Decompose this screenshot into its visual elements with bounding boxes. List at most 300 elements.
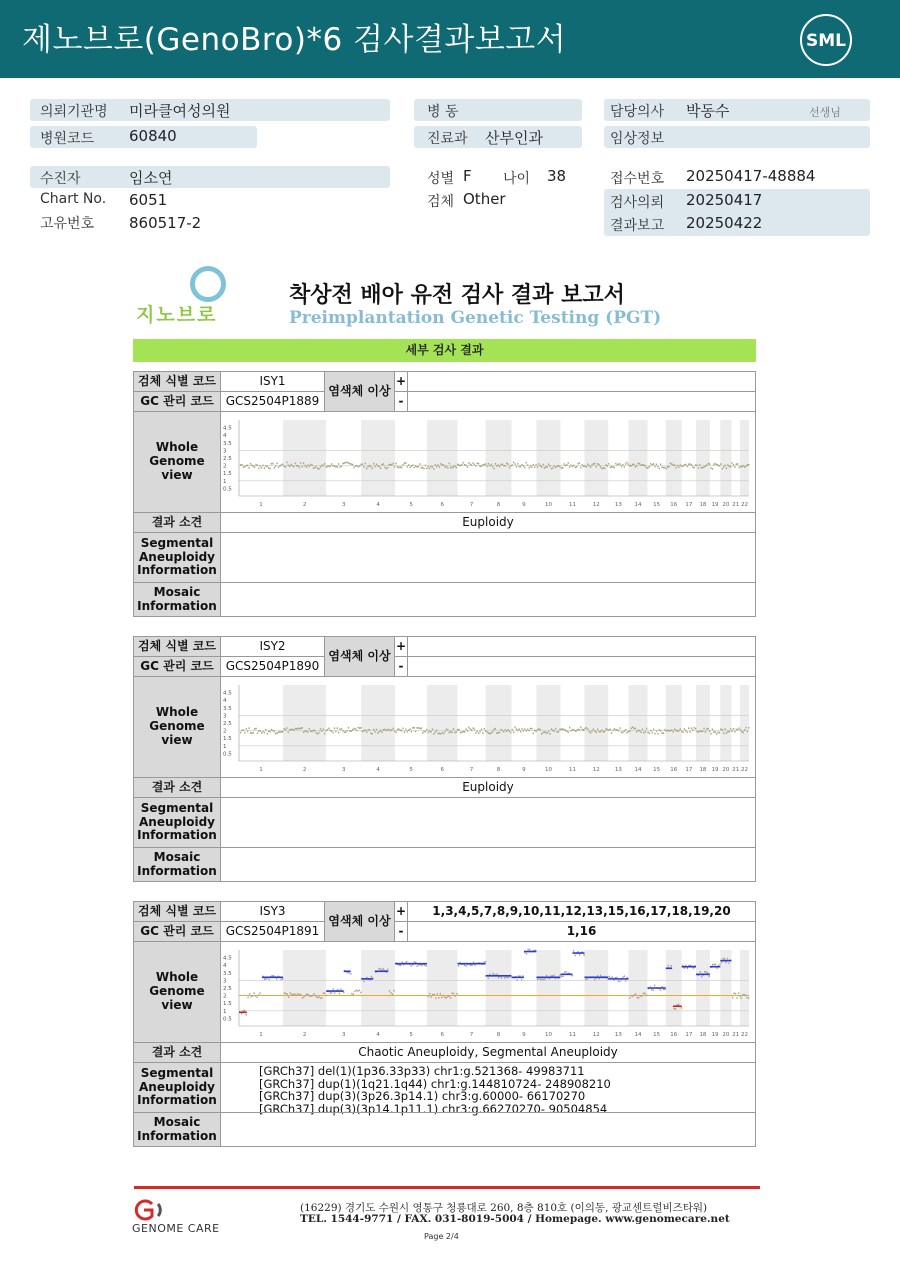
data-point — [509, 730, 510, 732]
department-value: 산부인과 — [485, 129, 543, 147]
data-point — [435, 731, 436, 733]
data-point — [675, 1008, 676, 1010]
data-point — [735, 993, 736, 995]
data-point — [317, 997, 318, 999]
data-point — [244, 466, 245, 468]
data-point — [271, 463, 272, 465]
data-point — [424, 964, 425, 966]
sample-result-2 — [133, 636, 756, 882]
data-point — [276, 462, 277, 464]
data-point — [561, 976, 562, 978]
data-point — [640, 464, 641, 466]
data-point — [500, 729, 501, 731]
data-point — [305, 995, 306, 997]
data-point — [428, 466, 429, 468]
data-point — [302, 727, 303, 729]
gain-chromosomes: 1,3,4,5,7,8,9,10,11,12,13,15,16,17,18,19,20 — [407, 901, 756, 922]
data-point — [740, 465, 741, 467]
chromosome-band — [361, 420, 395, 496]
data-point — [414, 467, 415, 469]
data-point — [297, 993, 298, 995]
data-point — [636, 731, 637, 733]
data-point — [608, 729, 609, 731]
data-point — [441, 997, 442, 999]
data-point — [722, 729, 723, 731]
data-point — [394, 466, 395, 468]
data-point — [708, 463, 709, 465]
data-point — [674, 465, 675, 467]
data-point — [304, 730, 305, 732]
x-tick-label: 5 — [409, 1032, 413, 1038]
data-point — [335, 731, 336, 733]
chart-label: Chart No. — [40, 191, 107, 207]
data-point — [594, 463, 595, 465]
data-point — [671, 729, 672, 731]
loss-sign: - — [394, 391, 408, 412]
data-point — [430, 731, 431, 733]
data-point — [671, 463, 672, 465]
data-point — [579, 729, 580, 731]
data-point — [702, 730, 703, 732]
data-point — [474, 964, 475, 966]
data-point — [401, 467, 402, 469]
data-point — [706, 464, 707, 466]
segmental-label: Segmental Aneuploidy Information — [133, 1062, 221, 1113]
data-point — [280, 979, 281, 981]
data-point — [632, 464, 633, 466]
data-point — [311, 464, 312, 466]
x-tick-label: 16 — [670, 502, 678, 508]
data-point — [323, 465, 324, 467]
data-point — [451, 731, 452, 733]
x-tick-label: 22 — [740, 502, 748, 508]
data-point — [509, 467, 510, 469]
x-tick-label: 13 — [614, 502, 622, 508]
data-point — [255, 728, 256, 730]
chromosome-abnormal-label: 염색체 이상 — [324, 901, 395, 942]
x-tick-label: 9 — [522, 1032, 526, 1038]
data-point — [584, 465, 585, 467]
data-point — [526, 953, 527, 955]
chromosome-band — [666, 950, 682, 1026]
data-point — [553, 975, 554, 977]
x-tick-label: 7 — [469, 1032, 474, 1038]
data-point — [374, 466, 375, 468]
data-point — [359, 990, 360, 992]
data-point — [618, 730, 619, 732]
gain-chromosomes — [407, 636, 756, 657]
data-point — [351, 463, 352, 465]
whole-genome-label: Whole Genome view — [133, 676, 221, 778]
chromosome-band — [666, 420, 682, 496]
data-point — [586, 466, 587, 468]
data-point — [516, 979, 517, 981]
data-point — [568, 731, 569, 733]
data-point — [723, 732, 724, 734]
data-point — [275, 465, 276, 467]
data-point — [498, 732, 499, 734]
data-point — [357, 990, 358, 992]
data-point — [482, 732, 483, 734]
data-point — [654, 985, 655, 987]
whole-genome-label: Whole Genome view — [133, 411, 221, 513]
data-point — [458, 965, 459, 967]
data-point — [325, 466, 326, 468]
x-tick-label: 11 — [568, 767, 576, 773]
data-point — [598, 464, 599, 466]
data-point — [531, 728, 532, 730]
data-point — [367, 466, 368, 468]
data-point — [678, 730, 679, 732]
data-point — [489, 465, 490, 467]
data-point — [744, 466, 745, 468]
data-point — [437, 993, 438, 995]
data-point — [320, 466, 321, 468]
sample-id-label: 검체 식별 코드 — [133, 901, 221, 922]
data-point — [517, 730, 518, 732]
data-point — [542, 732, 543, 734]
data-point — [548, 463, 549, 465]
data-point — [632, 726, 633, 728]
data-point — [488, 977, 489, 979]
data-point — [667, 730, 668, 732]
data-point — [352, 464, 353, 466]
y-tick-label: 2 — [223, 993, 227, 1000]
data-point — [527, 949, 528, 951]
data-point — [504, 977, 505, 979]
data-point — [278, 731, 279, 733]
y-tick-label: 3.5 — [223, 970, 232, 977]
data-point — [377, 465, 378, 467]
data-point — [262, 731, 263, 733]
gc-code-value: GCS2504P1891 — [220, 921, 325, 942]
data-point — [349, 463, 350, 465]
data-point — [654, 466, 655, 468]
data-point — [745, 727, 746, 729]
hospital-code-value: 60840 — [129, 127, 177, 145]
data-point — [660, 989, 661, 991]
data-point — [411, 465, 412, 467]
data-point — [355, 465, 356, 467]
data-point — [390, 464, 391, 466]
data-point — [706, 728, 707, 730]
data-point — [426, 468, 427, 470]
data-point — [562, 467, 563, 469]
data-point — [637, 997, 638, 999]
data-point — [744, 729, 745, 731]
data-point — [640, 995, 641, 997]
data-point — [381, 969, 382, 971]
data-point — [356, 730, 357, 732]
data-point — [429, 730, 430, 732]
data-point — [681, 731, 682, 733]
data-point — [535, 730, 536, 732]
data-point — [450, 731, 451, 733]
chromosome-band — [720, 685, 731, 761]
chromosome-band — [696, 685, 710, 761]
chromosome-abnormal-label: 염색체 이상 — [324, 371, 395, 412]
chromosome-band — [666, 685, 682, 761]
data-point — [745, 995, 746, 997]
data-point — [284, 992, 285, 994]
data-point — [517, 463, 518, 465]
whole-genome-plot — [220, 941, 756, 1043]
data-point — [628, 731, 629, 733]
data-point — [299, 467, 300, 469]
data-point — [654, 733, 655, 735]
data-point — [380, 730, 381, 732]
data-point — [639, 730, 640, 732]
y-tick-label: 0.5 — [223, 486, 232, 493]
patient-row — [30, 166, 390, 188]
data-point — [300, 462, 301, 464]
data-point — [493, 729, 494, 731]
genobro-logo-icon — [134, 264, 244, 326]
data-point — [253, 732, 254, 734]
data-point — [258, 994, 259, 996]
data-point — [719, 465, 720, 467]
data-point — [685, 464, 686, 466]
data-point — [318, 732, 319, 734]
data-point — [733, 464, 734, 466]
data-point — [558, 731, 559, 733]
footer-contact: TEL. 1544-9771 / FAX. 031-8019-5004 / Homepage. www.genomecare.net — [300, 1213, 730, 1225]
data-point — [454, 732, 455, 734]
data-point — [456, 731, 457, 733]
data-point — [717, 732, 718, 734]
data-point — [542, 464, 543, 466]
data-point — [643, 993, 644, 995]
chromosome-band — [629, 950, 648, 1026]
data-point — [562, 728, 563, 730]
x-tick-label: 9 — [522, 767, 526, 773]
data-point — [605, 464, 606, 466]
data-point — [538, 463, 539, 465]
data-point — [455, 995, 456, 997]
data-point — [386, 730, 387, 732]
data-point — [254, 466, 255, 468]
chromosome-band — [486, 950, 512, 1026]
data-point — [636, 465, 637, 467]
data-point — [436, 730, 437, 732]
data-point — [593, 728, 594, 730]
data-point — [549, 465, 550, 467]
section-title: 세부 검사 결과 — [133, 339, 756, 362]
data-point — [393, 990, 394, 992]
mosaic-label: Mosaic Information — [133, 1112, 221, 1147]
data-point — [624, 730, 625, 732]
data-point — [450, 997, 451, 999]
x-tick-label: 18 — [699, 502, 707, 508]
x-tick-label: 14 — [634, 1032, 642, 1038]
data-point — [293, 729, 294, 731]
data-point — [442, 732, 443, 734]
data-point — [645, 465, 646, 467]
y-tick-label: 2.5 — [223, 721, 232, 727]
data-point — [680, 728, 681, 730]
data-point — [656, 730, 657, 732]
x-tick-label: 13 — [614, 1032, 622, 1038]
report-header-title: 제노브로(GenoBro)*6 검사결과보고서 — [22, 22, 567, 58]
data-point — [477, 462, 478, 464]
data-point — [359, 465, 360, 467]
data-point — [650, 730, 651, 732]
gc-code-label: GC 관리 코드 — [133, 391, 221, 412]
data-point — [731, 730, 732, 732]
data-point — [479, 466, 480, 468]
data-point — [412, 727, 413, 729]
x-tick-label: 20 — [722, 767, 730, 773]
data-point — [449, 463, 450, 465]
data-point — [729, 466, 730, 468]
data-point — [650, 463, 651, 465]
data-point — [748, 464, 749, 466]
finding-value: Chaotic Aneuploidy, Segmental Aneuploidy — [220, 1042, 756, 1063]
data-point — [534, 466, 535, 468]
data-point — [471, 964, 472, 966]
data-point — [297, 728, 298, 730]
data-point — [663, 732, 664, 734]
data-point — [262, 465, 263, 467]
doctor-label: 담당의사 — [610, 104, 665, 120]
data-point — [306, 466, 307, 468]
data-point — [731, 462, 732, 464]
data-point — [547, 732, 548, 734]
data-point — [622, 464, 623, 466]
data-point — [365, 463, 366, 465]
y-tick-label: 4.5 — [223, 955, 232, 962]
data-point — [600, 975, 601, 977]
data-point — [503, 465, 504, 467]
data-point — [291, 994, 292, 996]
data-point — [405, 462, 406, 464]
data-point — [743, 994, 744, 996]
data-point — [570, 730, 571, 732]
genobro-logo-text: 지노브로 — [136, 304, 218, 326]
data-point — [643, 732, 644, 734]
data-point — [643, 464, 644, 466]
data-point — [580, 727, 581, 729]
data-point — [430, 466, 431, 468]
data-point — [281, 731, 282, 733]
data-point — [393, 463, 394, 465]
data-point — [345, 462, 346, 464]
data-point — [521, 979, 522, 981]
data-point — [332, 732, 333, 734]
x-tick-label: 6 — [440, 502, 445, 508]
y-tick-label: 1.5 — [223, 1001, 232, 1008]
data-point — [715, 463, 716, 465]
data-point — [687, 466, 688, 468]
data-point — [586, 978, 587, 980]
data-point — [709, 730, 710, 732]
data-point — [475, 465, 476, 467]
data-point — [434, 994, 435, 996]
data-point — [724, 465, 725, 467]
x-tick-label: 11 — [568, 1032, 576, 1038]
data-point — [440, 463, 441, 465]
data-point — [316, 466, 317, 468]
data-point — [622, 977, 623, 979]
data-point — [572, 466, 573, 468]
data-point — [541, 466, 542, 468]
x-tick-label: 17 — [685, 767, 693, 773]
data-point — [573, 729, 574, 731]
data-point — [402, 464, 403, 466]
data-point — [700, 971, 701, 973]
data-point — [651, 989, 652, 991]
data-point — [426, 965, 427, 967]
data-point — [538, 728, 539, 730]
data-point — [653, 463, 654, 465]
data-point — [741, 466, 742, 468]
x-tick-label: 14 — [634, 502, 642, 508]
data-point — [722, 958, 723, 960]
chromosome-band — [740, 420, 749, 496]
data-point — [663, 467, 664, 469]
data-point — [513, 731, 514, 733]
data-point — [352, 729, 353, 731]
data-point — [723, 466, 724, 468]
data-point — [467, 730, 468, 732]
data-point — [318, 996, 319, 998]
doctor-value: 박동수 — [686, 102, 730, 120]
data-point — [253, 992, 254, 994]
data-point — [601, 729, 602, 731]
data-point — [705, 731, 706, 733]
chromosome-band — [283, 685, 326, 761]
x-tick-label: 8 — [496, 502, 501, 508]
chromosome-band — [740, 685, 749, 761]
data-point — [726, 467, 727, 469]
data-point — [265, 465, 266, 467]
data-point — [447, 467, 448, 469]
data-point — [730, 466, 731, 468]
data-point — [283, 466, 284, 468]
x-tick-label: 16 — [670, 767, 678, 773]
segmental-line: [GRCh37] dup(3)(3p26.3p14.1) chr3:g.60000- 66170270 — [259, 1089, 586, 1103]
data-point — [274, 731, 275, 733]
data-point — [406, 961, 407, 963]
data-point — [428, 732, 429, 734]
data-point — [551, 728, 552, 730]
data-point — [681, 1007, 682, 1009]
data-point — [736, 997, 737, 999]
data-point — [746, 997, 747, 999]
data-point — [694, 467, 695, 469]
data-point — [269, 731, 270, 733]
data-point — [363, 466, 364, 468]
data-point — [249, 993, 250, 995]
data-point — [625, 729, 626, 731]
data-point — [513, 462, 514, 464]
data-point — [338, 463, 339, 465]
data-point — [747, 731, 748, 733]
data-point — [425, 465, 426, 467]
specimen-label: 검체 — [427, 194, 455, 210]
data-point — [582, 729, 583, 731]
data-point — [422, 732, 423, 734]
x-tick-label: 5 — [409, 767, 413, 773]
data-point — [257, 465, 258, 467]
x-tick-label: 20 — [722, 502, 730, 508]
data-point — [290, 464, 291, 466]
data-point — [710, 467, 711, 469]
data-point — [460, 465, 461, 467]
x-tick-label: 16 — [670, 1032, 678, 1038]
data-point — [652, 464, 653, 466]
age-label: 나이 — [503, 171, 531, 187]
